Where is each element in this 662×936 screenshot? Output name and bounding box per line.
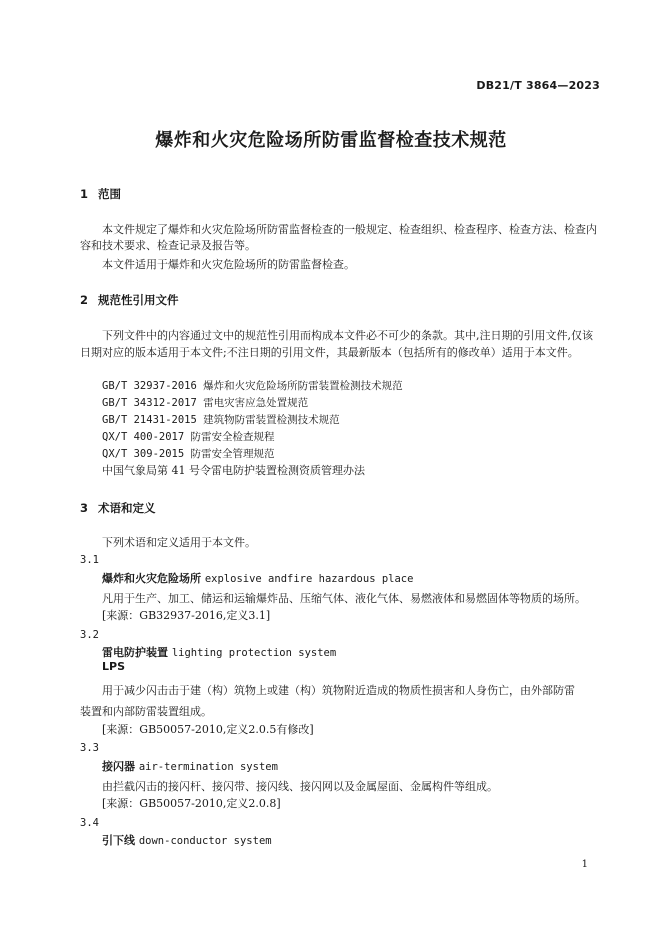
reference-item: GB/T 32937-2016 爆炸和火灾危险场所防雷装置检测技术规范 [102, 380, 403, 392]
section-number: 3 [80, 501, 89, 515]
term-zh: 雷电防护装置 [102, 646, 168, 659]
term-heading [102, 758, 278, 774]
term-heading [102, 570, 413, 586]
term-zh: 接闪器 [102, 760, 135, 773]
references-intro: 下列文件中的内容通过文中的规范性引用而构成本文件必不可少的条款。其中,注日期的引用文件,仅该日期对应的版本适用于本文件;不注日期的引用文件，其最新版本（包括所有的修改单）适用于本文件。 [80, 329, 593, 359]
term-definition: 凡用于生产、加工、储运和运输爆炸品、压缩气体、液化气体、易燃液体和易燃固体等物质的场所。 [102, 592, 586, 605]
term-number: 3.4 [80, 817, 99, 829]
scope-paragraph-1: 本文件规定了爆炸和火灾危险场所防雷监督检查的一般规定、检查组织、检查程序、检查方法、检查内容和技术要求、检查记录及报告等。 [80, 223, 597, 252]
term-source: [来源：GB50057-2010,定义2.0.5有修改] [102, 723, 314, 736]
section-number: 2 [80, 293, 89, 307]
section-title: 术语和定义 [98, 501, 156, 515]
reference-item: 中国气象局第 41 号令雷电防护装置检测资质管理办法 [102, 464, 365, 477]
term-zh: 爆炸和火灾危险场所 [102, 572, 201, 585]
reference-item: GB/T 34312-2017 雷电灾害应急处置规范 [102, 397, 309, 409]
term-number: 3.2 [80, 629, 99, 641]
term-en: down-conductor system [138, 835, 272, 847]
term-zh: 引下线 [102, 834, 135, 847]
term-definition: 装置和内部防雷装置组成。 [80, 705, 212, 718]
section-heading-scope [80, 186, 121, 202]
section-number: 1 [80, 187, 89, 201]
terms-intro: 下列术语和定义适用于本文件。 [102, 536, 256, 549]
scope-paragraph-2: 本文件适用于爆炸和火灾危险场所的防雷监督检查。 [102, 258, 355, 271]
standard-number: DB21/T 3864—2023 [476, 79, 600, 92]
term-en: air-termination system [138, 761, 278, 773]
term-definition: 用于减少闪击击于建（构）筑物上或建（构）筑物附近造成的物质性损害和人身伤亡，由外部防雷 [102, 684, 575, 697]
reference-item: QX/T 400-2017 防雷安全检查规程 [102, 431, 275, 443]
section-title: 范围 [98, 187, 121, 201]
term-source: [来源：GB32937-2016,定义3.1] [102, 609, 271, 622]
section-title: 规范性引用文件 [98, 293, 179, 307]
page-number: 1 [581, 859, 588, 870]
reference-item: QX/T 309-2015 防雷安全管理规范 [102, 448, 275, 460]
term-source: [来源：GB50057-2010,定义2.0.8] [102, 797, 281, 810]
term-definition: 由拦截闪击的接闪杆、接闪带、接闪线、接闪网以及金属屋面、金属构件等组成。 [102, 780, 498, 793]
section-heading-terms [80, 500, 156, 516]
document-title: 爆炸和火灾危险场所防雷监督检查技术规范 [155, 130, 507, 151]
term-heading [102, 832, 272, 848]
term-abbreviation: LPS [102, 660, 125, 673]
term-number: 3.3 [80, 742, 99, 754]
reference-item: GB/T 21431-2015 建筑物防雷装置检测技术规范 [102, 414, 340, 426]
section-heading-normative-references [80, 292, 179, 308]
term-en: lighting protection system [171, 647, 337, 659]
term-heading [102, 644, 336, 660]
term-en: explosive andfire hazardous place [204, 573, 414, 585]
term-number: 3.1 [80, 554, 99, 566]
